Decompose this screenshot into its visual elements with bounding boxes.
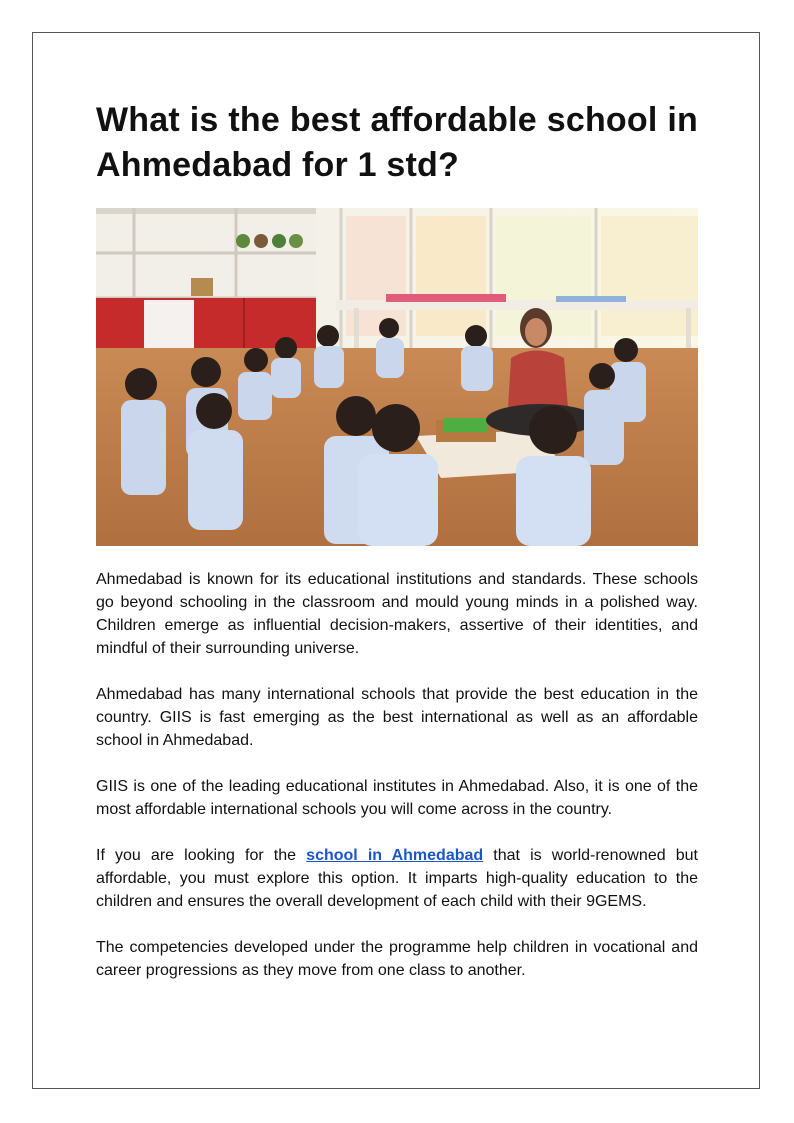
article (96, 98, 698, 982)
classroom-illustration (96, 208, 698, 546)
paragraph-competencies: The competencies developed under the programme help children in vocational and career progressions as they move from one class to another. (96, 939, 698, 979)
paragraph-text-after-link: that is world-renowned but affordable, you must explore this option. It imparts high-quality education to the children and ensures the overall development of each child with their 9GEMS. (96, 847, 698, 910)
paragraph-text-before-link: If you are looking for the (96, 847, 307, 864)
paragraph-giis: GIIS is one of the leading educational institutes in Ahmedabad. Also, it is one of the most affordable international schools you will come across in the country. (96, 778, 698, 818)
paragraph-intro: Ahmedabad is known for its educational institutions and standards. These schools go beyond schooling in the classroom and mould young minds in a polished way. Children emerge as influential decision-makers, assertive of their identities, and mindful of their surrounding universe. (96, 571, 698, 657)
paragraph-international-schools: Ahmedabad has many international schools that provide the best education in the country. GIIS is fast emerging as the best international as well as an affordable school in Ahmedabad. (96, 686, 698, 749)
classroom-photo (96, 208, 698, 546)
school-in-ahmedabad-link[interactable]: school in Ahmedabad (306, 847, 484, 864)
paragraph-looking-for (96, 844, 698, 913)
page-title: What is the best affordable school in Ahmedabad for 1 std? (96, 101, 698, 184)
